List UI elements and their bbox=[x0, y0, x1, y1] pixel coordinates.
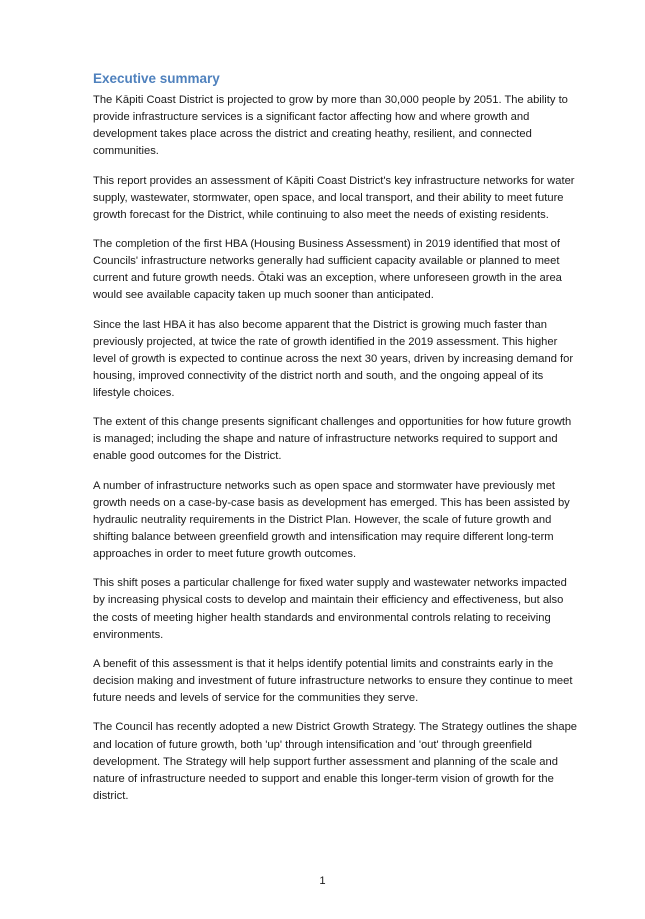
document-page bbox=[93, 70, 578, 817]
paragraph-challenges: The extent of this change presents significant challenges and opportunities for how future growth is managed; including the shape and nature of infrastructure networks required to support and enable good outcomes for the District. bbox=[93, 416, 572, 463]
section-heading: Executive summary bbox=[93, 71, 220, 86]
paragraph-assessment-benefit: A benefit of this assessment is that it helps identify potential limits and constraints early in the decision making and investment of future infrastructure networks to ensure they continue to meet future needs and levels of service for the communities they serve. bbox=[93, 657, 573, 705]
paragraph-network-approaches: A number of infrastructure networks such as open space and stormwater have previously met growth needs on a case-by-case basis as development has emerged. This has been assisted by hydraulic neutrality requirements in the District Plan. However, the scale of future growth and shifting balance between greenfield growth and intensification may require different long-term approaches in order to meet future growth outcomes. bbox=[93, 479, 570, 561]
paragraph-water-challenge: This shift poses a particular challenge for fixed water supply and wastewater networks impacted by increasing physical costs to develop and maintain their efficiency and effectiveness, but also the costs of meeting higher health standards and environmental controls relating to receiving environments. bbox=[93, 577, 567, 641]
paragraph-growth-strategy: The Council has recently adopted a new District Growth Strategy. The Strategy outlines the shape and location of future growth, both 'up' through intensification and 'out' through greenfield development. The Strategy will help support further assessment and planning of the scale and nature of infrastructure needed to support and enable this longer-term vision of growth for the district. bbox=[93, 721, 578, 802]
page-number: 1 bbox=[319, 875, 326, 887]
paragraph-growth-rate: Since the last HBA it has also become apparent that the District is growing much faster than previously projected, at twice the rate of growth identified in the 2019 assessment. This higher level of growth is expected to continue across the next 30 years, driven by increasing demand for housing, improved connectivity of the district north and south, and the ongoing appeal of its lifestyle choices. bbox=[93, 318, 574, 399]
paragraph-report-scope: This report provides an assessment of Kāpiti Coast District's key infrastructure networks for water supply, wastewater, stormwater, open space, and local transport, and their ability to meet future growth forecast for the District, while continuing to also meet the needs of existing residents. bbox=[93, 174, 575, 221]
paragraph-first-hba: The completion of the first HBA (Housing Business Assessment) in 2019 identified that most of Councils' infrastructure networks generally had sufficient capacity available or planned to meet current and future growth needs. Ōtaki was an exception, where unforeseen growth in the area would see available capacity taken up much sooner than anticipated. bbox=[93, 238, 562, 302]
paragraph-growth-projection: The Kāpiti Coast District is projected to grow by more than 30,000 people by 2051. The ability to provide infrastructure services is a significant factor affecting how and where growth and development takes place across the district and creating heathy, resilient, and connected communities. bbox=[93, 94, 568, 158]
